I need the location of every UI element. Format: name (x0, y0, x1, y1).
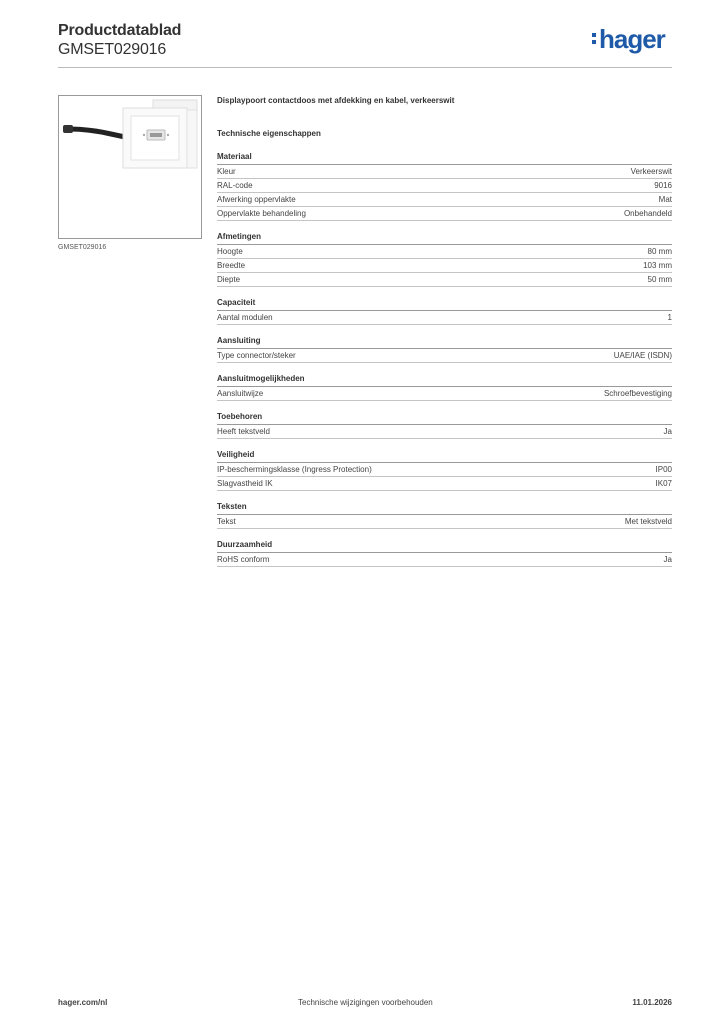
spec-section (217, 502, 672, 529)
header-divider (58, 67, 672, 68)
spec-row (217, 515, 672, 529)
spec-label: Oppervlakte behandeling (217, 209, 306, 218)
section-title: Teksten (217, 502, 672, 515)
footer-disclaimer: Technische wijzigingen voorbehouden (298, 998, 433, 1007)
section-title: Aansluiting (217, 336, 672, 349)
logo-dots-icon (592, 33, 597, 47)
spec-row (217, 477, 672, 491)
image-caption: GMSET029016 (58, 244, 107, 251)
spec-section (217, 540, 672, 567)
spec-value: 103 mm (643, 261, 672, 270)
product-image (58, 95, 202, 239)
footer-website: hager.com/nl (58, 998, 108, 1007)
spec-row (217, 207, 672, 221)
spec-row (217, 387, 672, 401)
spec-label: Hoogte (217, 247, 243, 256)
spec-value: IP00 (655, 465, 672, 474)
section-title: Toebehoren (217, 412, 672, 425)
spec-row (217, 425, 672, 439)
spec-label: Tekst (217, 517, 236, 526)
spec-value: Onbehandeld (623, 209, 672, 218)
spec-section (217, 412, 672, 439)
spec-value: 1 (667, 313, 672, 322)
spec-row (217, 553, 672, 567)
spec-row (217, 165, 672, 179)
spec-value: Verkeerswit (630, 167, 672, 176)
spec-label: Aansluitwijze (217, 389, 264, 398)
spec-value: Schroefbevestiging (603, 389, 672, 398)
logo-text: hager (599, 24, 665, 54)
spec-row (217, 311, 672, 325)
spec-label: Slagvastheid IK (217, 479, 273, 488)
spec-section (217, 152, 672, 221)
spec-row (217, 463, 672, 477)
spec-label: Breedte (217, 261, 246, 270)
spec-label: Diepte (217, 275, 241, 284)
hager-logo (592, 26, 665, 52)
spec-value: Ja (663, 555, 672, 564)
page-header (58, 22, 181, 59)
spec-value: 9016 (654, 181, 672, 190)
spec-value: UAE/IAE (ISDN) (613, 351, 672, 360)
spec-label: Heeft tekstveld (217, 427, 270, 436)
spec-sections (217, 152, 672, 567)
spec-section (217, 232, 672, 287)
spec-label: Type connector/steker (217, 351, 296, 360)
spec-value: 50 mm (647, 275, 672, 284)
spec-label: RAL-code (217, 181, 253, 190)
spec-value: Met tekstveld (624, 517, 672, 526)
spec-label: Kleur (217, 167, 236, 176)
section-title: Materiaal (217, 152, 672, 165)
spec-section (217, 450, 672, 491)
section-title: Veiligheid (217, 450, 672, 463)
spec-content (217, 96, 672, 578)
product-description: Displaypoort contactdoos met afdekking en kabel, verkeerswit (217, 96, 455, 105)
technical-properties-title: Technische eigenschappen (217, 129, 321, 138)
product-code: GMSET029016 (58, 41, 167, 58)
spec-label: Afwerking oppervlakte (217, 195, 296, 204)
spec-value: Ja (663, 427, 672, 436)
section-title: Aansluitmogelijkheden (217, 374, 672, 387)
spec-value: 80 mm (647, 247, 672, 256)
spec-section (217, 298, 672, 325)
spec-label: IP-beschermingsklasse (Ingress Protection) (217, 465, 372, 474)
spec-row (217, 193, 672, 207)
spec-row (217, 245, 672, 259)
section-title: Capaciteit (217, 298, 672, 311)
section-title: Duurzaamheid (217, 540, 672, 553)
spec-label: Aantal modulen (217, 313, 273, 322)
spec-row (217, 349, 672, 363)
footer-date: 11.01.2026 (632, 998, 672, 1007)
spec-section (217, 336, 672, 363)
spec-row (217, 259, 672, 273)
spec-label: RoHS conform (217, 555, 270, 564)
spec-section (217, 374, 672, 401)
page-title: Productdatablad (58, 22, 182, 39)
section-title: Afmetingen (217, 232, 672, 245)
spec-row (217, 179, 672, 193)
spec-value: Mat (658, 195, 672, 204)
spec-value: IK07 (655, 479, 672, 488)
spec-row (217, 273, 672, 287)
displayport-socket-product-photo-icon (59, 96, 201, 238)
